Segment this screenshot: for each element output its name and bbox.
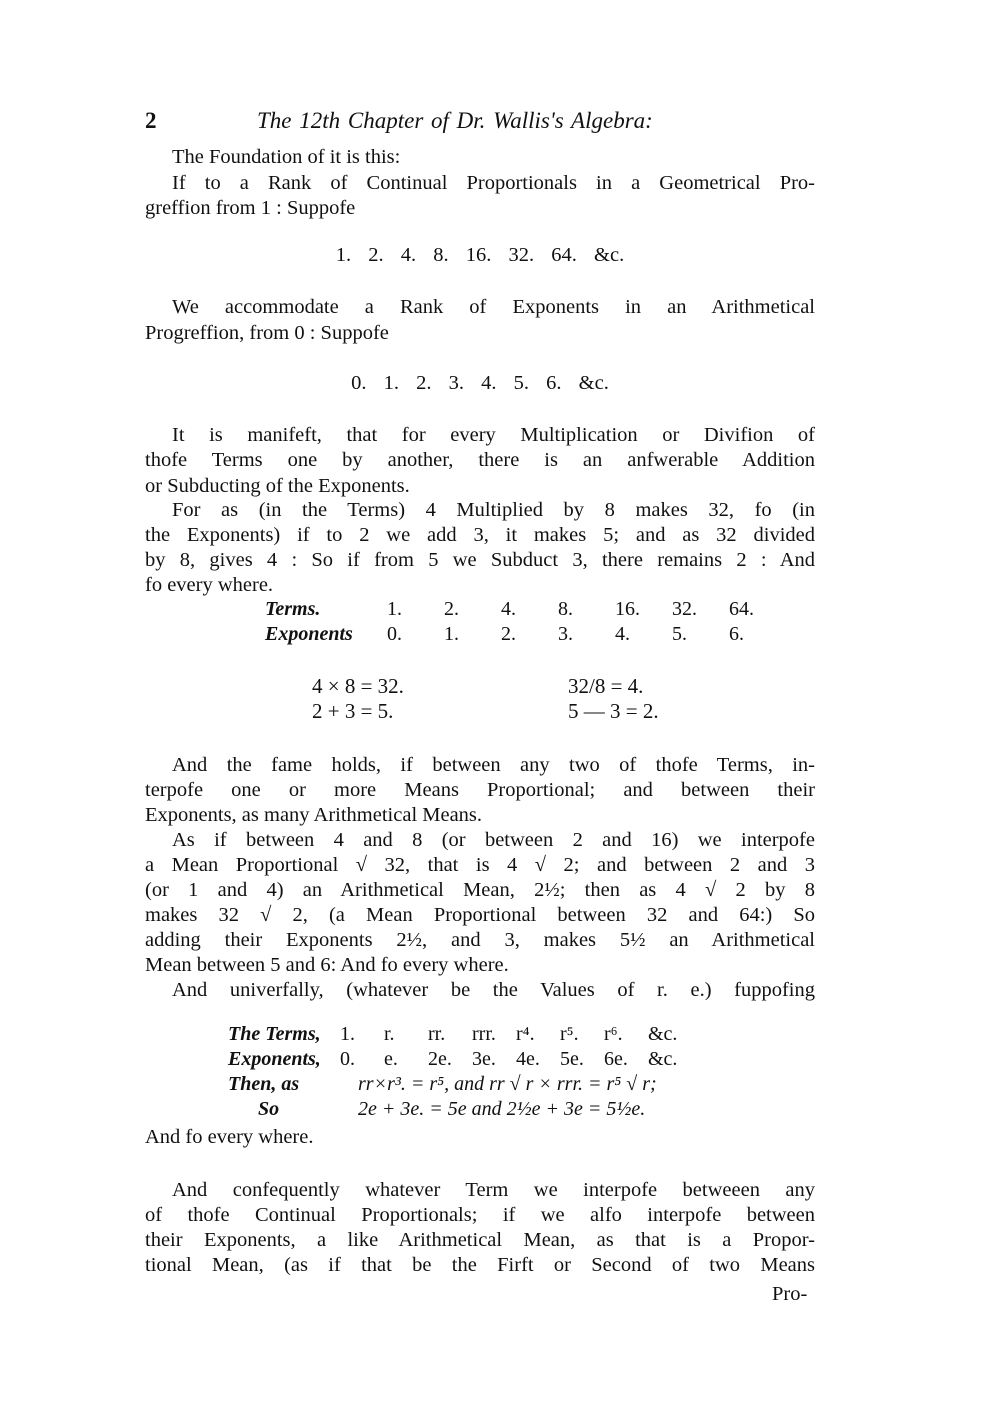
text-line: makes 32 √ 2, (a Mean Proportional between 32 and 64:) So [145,904,815,926]
table-cell: 2. [501,623,516,645]
text-line: If to a Rank of Continual Proportionals in a Geometrical Pro- [172,172,815,194]
text-line: a Mean Proportional √ 32, that is 4 √ 2; and between 2 and 3 [145,854,815,876]
text-line: And univerfally, (whatever be the Values of r. e.) fuppofing [172,979,815,1001]
table-cell: 3. [558,623,573,645]
table-cell: e. [384,1048,398,1070]
text-line: We accommodate a Rank of Exponents in an Arithmetical [172,296,815,318]
table-cell: r⁶. [604,1023,623,1045]
text-line: The Foundation of it is this: [172,146,401,168]
catchword: Pro- [772,1283,808,1305]
so-label: So [258,1098,280,1120]
equation-sub: 5 — 3 = 2. [568,699,659,723]
text-line: fo every where. [145,574,274,596]
text-line: terpofe one or more Means Proportional; and between their [145,779,815,801]
table-cell: &c. [648,1023,678,1045]
text-line: (or 1 and 4) an Arithmetical Mean, 2½; then as 4 √ 2 by 8 [145,879,815,901]
so-expression: 2e + 3e. = 5e and 2½e + 3e = 5½e. [358,1098,646,1120]
table-cell: 2. [444,598,459,620]
text-line: adding their Exponents 2½, and 3, makes 5½ an Arithmetical [145,929,815,951]
equation-mult: 4 × 8 = 32. [312,674,404,698]
table-cell: r⁴. [516,1023,535,1045]
text-line: of thofe Continual Proportionals; if we alfo interpofe between [145,1204,815,1226]
table-cell: 6e. [604,1048,628,1070]
text-line: greffion from 1 : Suppofe [145,197,356,219]
the-terms-label: The Terms, [228,1023,321,1045]
text-line: And fo every where. [145,1126,314,1148]
table-cell: rrr. [472,1023,496,1045]
table-cell: r⁵. [560,1023,579,1045]
text-line: For as (in the Terms) 4 Multiplied by 8 makes 32, fo (in [172,499,815,521]
text-line: It is manifeft, that for every Multiplication or Divifion of [172,424,815,446]
table-cell: rr. [428,1023,446,1045]
table-cell: 4. [615,623,630,645]
table-cell: &c. [648,1048,678,1070]
table-cell: 1. [387,598,402,620]
text-line: by 8, gives 4 : So if from 5 we Subduct 3, there remains 2 : And [145,549,815,571]
text-line: thofe Terms one by another, there is an anfwerable Addition [145,449,815,471]
table-cell: 4e. [516,1048,540,1070]
table-cell: 4. [501,598,516,620]
table-cell: 0. [340,1048,355,1070]
exponents-label: Exponents, [228,1048,321,1070]
table-cell: 64. [729,598,754,620]
table-cell: 3e. [472,1048,496,1070]
table-cell: 0. [387,623,402,645]
table-cell: 1. [444,623,459,645]
page-number: 2 [145,108,157,133]
table-cell: 32. [672,598,697,620]
equation-div: 32/8 = 4. [568,674,644,698]
table-cell: 6. [729,623,744,645]
text-line: Exponents, as many Arithmetical Means. [145,804,483,826]
text-line: 0. 1. 2. 3. 4. 5. 6. &c. [351,372,609,394]
running-title: The 12th Chapter of Dr. Wallis's Algebra: [257,108,653,133]
text-line: or Subducting of the Exponents. [145,475,410,497]
text-line: And the fame holds, if between any two of thofe Terms, in- [172,754,815,776]
terms-exponents-table [265,597,786,647]
then-label: Then, as [228,1073,300,1095]
table-cell: 1. [340,1023,355,1045]
text-line: And confequently whatever Term we interpofe betweeen any [172,1179,815,1201]
table-cell: 5. [672,623,687,645]
text-line: As if between 4 and 8 (or between 2 and 16) we interpofe [172,829,815,851]
then-expression: rr×r³. = r⁵, and rr √ r × rrr. = r⁵ √ r; [358,1073,657,1095]
text-line: the Exponents) if to 2 we add 3, it makes 5; and as 32 divided [145,524,815,546]
exponents-label: Exponents [265,623,353,645]
text-line: 1. 2. 4. 8. 16. 32. 64. &c. [335,244,625,266]
text-line: tional Mean, (as if that be the Firft or Second of two Means [145,1254,815,1276]
text-line: Progreffion, from 0 : Suppofe [145,322,389,344]
general-terms-table [228,1022,692,1122]
table-cell: 2e. [428,1048,452,1070]
table-cell: 8. [558,598,573,620]
text-line: Mean between 5 and 6: And fo every where. [145,954,509,976]
table-cell: 16. [615,598,640,620]
equation-add: 2 + 3 = 5. [312,699,394,723]
table-cell: 5e. [560,1048,584,1070]
text-line: their Exponents, a like Arithmetical Mean, as that is a Propor- [145,1229,815,1251]
table-cell: r. [384,1023,395,1045]
terms-label: Terms. [265,598,321,620]
